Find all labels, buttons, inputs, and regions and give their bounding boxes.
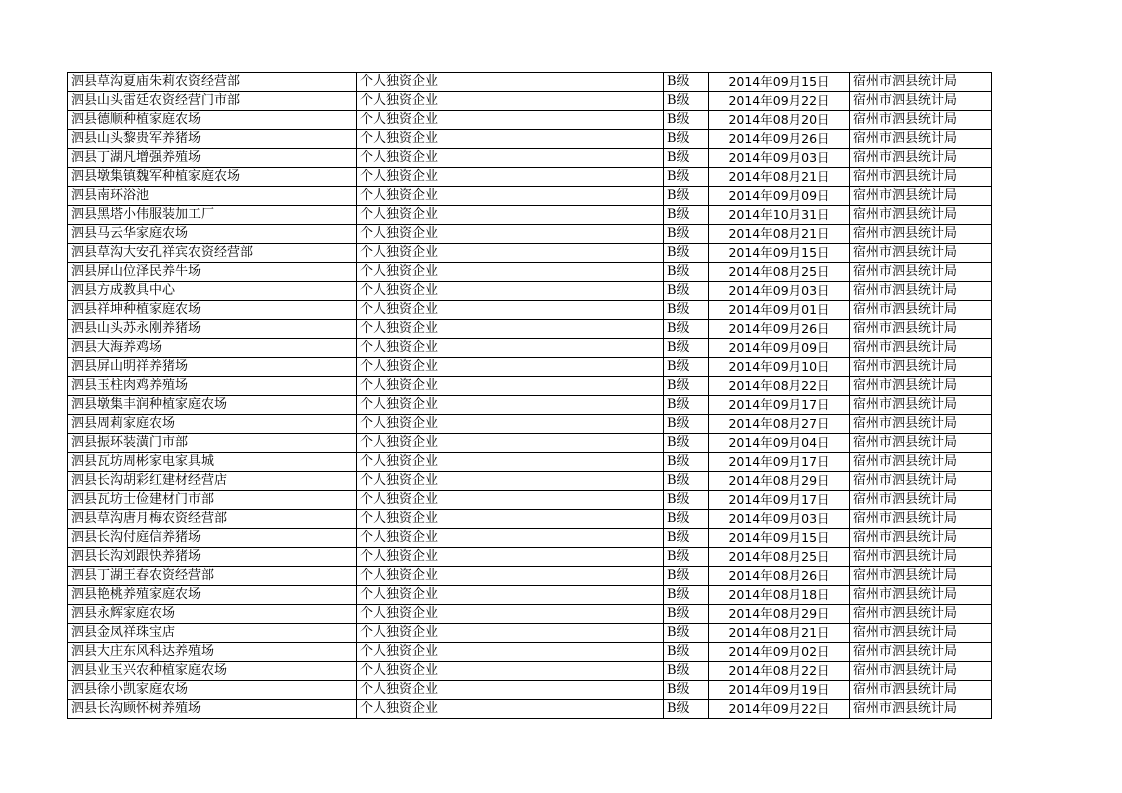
- enterprise-name-cell: 泗县丁湖凡增强养殖场: [68, 149, 357, 168]
- issuing-authority-cell: 宿州市泗县统计局: [850, 73, 992, 92]
- enterprise-name-cell: 泗县山头苏永刚养猪场: [68, 320, 357, 339]
- table-body: [68, 73, 992, 719]
- enterprise-type-cell: 个人独资企业: [357, 130, 664, 149]
- credit-grade-cell: B级: [664, 681, 709, 700]
- enterprise-name-cell: 泗县瓦坊周彬家电家具城: [68, 453, 357, 472]
- enterprise-type-cell: 个人独资企业: [357, 73, 664, 92]
- table-row: [68, 434, 992, 453]
- rating-date-cell: 2014年08月22日: [709, 662, 850, 681]
- enterprise-type-cell: 个人独资企业: [357, 643, 664, 662]
- credit-grade-cell: B级: [664, 244, 709, 263]
- enterprise-type-cell: 个人独资企业: [357, 244, 664, 263]
- issuing-authority-cell: 宿州市泗县统计局: [850, 434, 992, 453]
- enterprise-name-cell: 泗县屏山明祥养猪场: [68, 358, 357, 377]
- table-row: [68, 567, 992, 586]
- rating-date-cell: 2014年08月22日: [709, 377, 850, 396]
- enterprise-type-cell: 个人独资企业: [357, 529, 664, 548]
- credit-grade-cell: B级: [664, 605, 709, 624]
- table-row: [68, 662, 992, 681]
- issuing-authority-cell: 宿州市泗县统计局: [850, 643, 992, 662]
- enterprise-name-cell: 泗县长沟付庭信养猪场: [68, 529, 357, 548]
- credit-grade-cell: B级: [664, 168, 709, 187]
- issuing-authority-cell: 宿州市泗县统计局: [850, 605, 992, 624]
- enterprise-type-cell: 个人独资企业: [357, 510, 664, 529]
- enterprise-type-cell: 个人独资企业: [357, 358, 664, 377]
- table-row: [68, 700, 992, 719]
- issuing-authority-cell: 宿州市泗县统计局: [850, 358, 992, 377]
- table-row: [68, 548, 992, 567]
- rating-date-cell: 2014年09月17日: [709, 453, 850, 472]
- credit-grade-cell: B级: [664, 548, 709, 567]
- enterprise-name-cell: 泗县玉柱肉鸡养殖场: [68, 377, 357, 396]
- enterprise-type-cell: 个人独资企业: [357, 377, 664, 396]
- enterprise-name-cell: 泗县南环浴池: [68, 187, 357, 206]
- issuing-authority-cell: 宿州市泗县统计局: [850, 453, 992, 472]
- issuing-authority-cell: 宿州市泗县统计局: [850, 92, 992, 111]
- enterprise-type-cell: 个人独资企业: [357, 301, 664, 320]
- issuing-authority-cell: 宿州市泗县统计局: [850, 415, 992, 434]
- credit-grade-cell: B级: [664, 358, 709, 377]
- table-row: [68, 396, 992, 415]
- enterprise-type-cell: 个人独资企业: [357, 396, 664, 415]
- table-row: [68, 111, 992, 130]
- issuing-authority-cell: 宿州市泗县统计局: [850, 491, 992, 510]
- table-row: [68, 263, 992, 282]
- rating-date-cell: 2014年08月21日: [709, 225, 850, 244]
- enterprise-name-cell: 泗县大庄东风科达养殖场: [68, 643, 357, 662]
- rating-date-cell: 2014年08月26日: [709, 567, 850, 586]
- enterprise-name-cell: 泗县业玉兴农种植家庭农场: [68, 662, 357, 681]
- enterprise-name-cell: 泗县马云华家庭农场: [68, 225, 357, 244]
- rating-date-cell: 2014年09月17日: [709, 491, 850, 510]
- enterprise-type-cell: 个人独资企业: [357, 111, 664, 130]
- rating-date-cell: 2014年09月09日: [709, 339, 850, 358]
- table-row: [68, 491, 992, 510]
- table-row: [68, 225, 992, 244]
- enterprise-type-cell: 个人独资企业: [357, 586, 664, 605]
- enterprise-name-cell: 泗县山头黎贵军养猪场: [68, 130, 357, 149]
- rating-date-cell: 2014年08月29日: [709, 605, 850, 624]
- enterprise-type-cell: 个人独资企业: [357, 187, 664, 206]
- table-row: [68, 73, 992, 92]
- credit-grade-cell: B级: [664, 282, 709, 301]
- issuing-authority-cell: 宿州市泗县统计局: [850, 510, 992, 529]
- enterprise-type-cell: 个人独资企业: [357, 168, 664, 187]
- rating-date-cell: 2014年09月01日: [709, 301, 850, 320]
- credit-grade-cell: B级: [664, 415, 709, 434]
- enterprise-type-cell: 个人独资企业: [357, 415, 664, 434]
- table-row: [68, 130, 992, 149]
- issuing-authority-cell: 宿州市泗县统计局: [850, 529, 992, 548]
- table-row: [68, 358, 992, 377]
- table-row: [68, 339, 992, 358]
- enterprise-name-cell: 泗县丁湖王春农资经营部: [68, 567, 357, 586]
- table-row: [68, 149, 992, 168]
- credit-grade-cell: B级: [664, 472, 709, 491]
- enterprise-type-cell: 个人独资企业: [357, 320, 664, 339]
- enterprise-name-cell: 泗县墩集丰润种植家庭农场: [68, 396, 357, 415]
- credit-grade-cell: B级: [664, 377, 709, 396]
- credit-grade-cell: B级: [664, 510, 709, 529]
- enterprise-name-cell: 泗县黑塔小伟服装加工厂: [68, 206, 357, 225]
- credit-grade-cell: B级: [664, 187, 709, 206]
- enterprise-name-cell: 泗县祥坤种植家庭农场: [68, 301, 357, 320]
- credit-grade-cell: B级: [664, 453, 709, 472]
- issuing-authority-cell: 宿州市泗县统计局: [850, 225, 992, 244]
- credit-grade-cell: B级: [664, 434, 709, 453]
- enterprise-type-cell: 个人独资企业: [357, 491, 664, 510]
- credit-grade-cell: B级: [664, 624, 709, 643]
- enterprise-name-cell: 泗县草沟唐月梅农资经营部: [68, 510, 357, 529]
- enterprise-name-cell: 泗县大海养鸡场: [68, 339, 357, 358]
- rating-date-cell: 2014年09月15日: [709, 529, 850, 548]
- enterprise-type-cell: 个人独资企业: [357, 624, 664, 643]
- enterprise-type-cell: 个人独资企业: [357, 567, 664, 586]
- rating-date-cell: 2014年08月25日: [709, 263, 850, 282]
- rating-date-cell: 2014年08月25日: [709, 548, 850, 567]
- rating-date-cell: 2014年09月26日: [709, 130, 850, 149]
- issuing-authority-cell: 宿州市泗县统计局: [850, 586, 992, 605]
- table-row: [68, 168, 992, 187]
- enterprise-name-cell: 泗县瓦坊士俭建材门市部: [68, 491, 357, 510]
- enterprise-type-cell: 个人独资企业: [357, 662, 664, 681]
- credit-grade-cell: B级: [664, 339, 709, 358]
- rating-date-cell: 2014年08月18日: [709, 586, 850, 605]
- issuing-authority-cell: 宿州市泗县统计局: [850, 206, 992, 225]
- issuing-authority-cell: 宿州市泗县统计局: [850, 111, 992, 130]
- table-row: [68, 586, 992, 605]
- issuing-authority-cell: 宿州市泗县统计局: [850, 187, 992, 206]
- rating-date-cell: 2014年08月29日: [709, 472, 850, 491]
- issuing-authority-cell: 宿州市泗县统计局: [850, 149, 992, 168]
- rating-date-cell: 2014年09月15日: [709, 73, 850, 92]
- credit-grade-cell: B级: [664, 263, 709, 282]
- table-row: [68, 624, 992, 643]
- table-row: [68, 244, 992, 263]
- table-row: [68, 453, 992, 472]
- enterprise-credit-table: [67, 72, 992, 719]
- issuing-authority-cell: 宿州市泗县统计局: [850, 624, 992, 643]
- credit-grade-cell: B级: [664, 130, 709, 149]
- credit-grade-cell: B级: [664, 92, 709, 111]
- enterprise-name-cell: 泗县艳桃养殖家庭农场: [68, 586, 357, 605]
- rating-date-cell: 2014年09月03日: [709, 510, 850, 529]
- enterprise-name-cell: 泗县金凤祥珠宝店: [68, 624, 357, 643]
- issuing-authority-cell: 宿州市泗县统计局: [850, 168, 992, 187]
- enterprise-type-cell: 个人独资企业: [357, 339, 664, 358]
- issuing-authority-cell: 宿州市泗县统计局: [850, 282, 992, 301]
- issuing-authority-cell: 宿州市泗县统计局: [850, 681, 992, 700]
- table-row: [68, 510, 992, 529]
- enterprise-type-cell: 个人独资企业: [357, 453, 664, 472]
- credit-grade-cell: B级: [664, 567, 709, 586]
- rating-date-cell: 2014年08月21日: [709, 168, 850, 187]
- issuing-authority-cell: 宿州市泗县统计局: [850, 548, 992, 567]
- issuing-authority-cell: 宿州市泗县统计局: [850, 339, 992, 358]
- enterprise-name-cell: 泗县方成教具中心: [68, 282, 357, 301]
- enterprise-name-cell: 泗县山头雷廷农资经营门市部: [68, 92, 357, 111]
- rating-date-cell: 2014年09月17日: [709, 396, 850, 415]
- enterprise-type-cell: 个人独资企业: [357, 700, 664, 719]
- rating-date-cell: 2014年09月02日: [709, 643, 850, 662]
- issuing-authority-cell: 宿州市泗县统计局: [850, 320, 992, 339]
- table-row: [68, 187, 992, 206]
- rating-date-cell: 2014年08月27日: [709, 415, 850, 434]
- credit-grade-cell: B级: [664, 301, 709, 320]
- rating-date-cell: 2014年09月03日: [709, 282, 850, 301]
- credit-grade-cell: B级: [664, 491, 709, 510]
- enterprise-type-cell: 个人独资企业: [357, 282, 664, 301]
- issuing-authority-cell: 宿州市泗县统计局: [850, 567, 992, 586]
- enterprise-name-cell: 泗县永辉家庭农场: [68, 605, 357, 624]
- enterprise-type-cell: 个人独资企业: [357, 149, 664, 168]
- rating-date-cell: 2014年09月22日: [709, 700, 850, 719]
- table-row: [68, 472, 992, 491]
- credit-grade-cell: B级: [664, 320, 709, 339]
- enterprise-name-cell: 泗县振环装潢门市部: [68, 434, 357, 453]
- credit-grade-cell: B级: [664, 662, 709, 681]
- enterprise-name-cell: 泗县长沟刘跟快养猪场: [68, 548, 357, 567]
- enterprise-name-cell: 泗县徐小凯家庭农场: [68, 681, 357, 700]
- credit-grade-cell: B级: [664, 396, 709, 415]
- rating-date-cell: 2014年09月15日: [709, 244, 850, 263]
- table-row: [68, 605, 992, 624]
- enterprise-type-cell: 个人独资企业: [357, 472, 664, 491]
- credit-grade-cell: B级: [664, 225, 709, 244]
- table-row: [68, 377, 992, 396]
- enterprise-name-cell: 泗县周莉家庭农场: [68, 415, 357, 434]
- enterprise-name-cell: 泗县德顺种植家庭农场: [68, 111, 357, 130]
- issuing-authority-cell: 宿州市泗县统计局: [850, 472, 992, 491]
- credit-grade-cell: B级: [664, 73, 709, 92]
- table-row: [68, 301, 992, 320]
- rating-date-cell: 2014年09月10日: [709, 358, 850, 377]
- issuing-authority-cell: 宿州市泗县统计局: [850, 301, 992, 320]
- issuing-authority-cell: 宿州市泗县统计局: [850, 396, 992, 415]
- credit-grade-cell: B级: [664, 586, 709, 605]
- rating-date-cell: 2014年10月31日: [709, 206, 850, 225]
- credit-grade-cell: B级: [664, 529, 709, 548]
- issuing-authority-cell: 宿州市泗县统计局: [850, 662, 992, 681]
- table-row: [68, 681, 992, 700]
- issuing-authority-cell: 宿州市泗县统计局: [850, 377, 992, 396]
- table-row: [68, 282, 992, 301]
- enterprise-name-cell: 泗县草沟夏庙朱莉农资经营部: [68, 73, 357, 92]
- rating-date-cell: 2014年09月19日: [709, 681, 850, 700]
- enterprise-type-cell: 个人独资企业: [357, 434, 664, 453]
- rating-date-cell: 2014年08月20日: [709, 111, 850, 130]
- enterprise-name-cell: 泗县草沟大安孔祥宾农资经营部: [68, 244, 357, 263]
- issuing-authority-cell: 宿州市泗县统计局: [850, 700, 992, 719]
- credit-grade-cell: B级: [664, 206, 709, 225]
- issuing-authority-cell: 宿州市泗县统计局: [850, 263, 992, 282]
- credit-grade-cell: B级: [664, 149, 709, 168]
- rating-date-cell: 2014年09月26日: [709, 320, 850, 339]
- enterprise-type-cell: 个人独资企业: [357, 681, 664, 700]
- issuing-authority-cell: 宿州市泗县统计局: [850, 130, 992, 149]
- credit-grade-cell: B级: [664, 111, 709, 130]
- enterprise-name-cell: 泗县屏山位泽民养牛场: [68, 263, 357, 282]
- rating-date-cell: 2014年09月04日: [709, 434, 850, 453]
- enterprise-type-cell: 个人独资企业: [357, 92, 664, 111]
- table-row: [68, 206, 992, 225]
- table-row: [68, 529, 992, 548]
- rating-date-cell: 2014年09月09日: [709, 187, 850, 206]
- enterprise-type-cell: 个人独资企业: [357, 548, 664, 567]
- table-row: [68, 92, 992, 111]
- rating-date-cell: 2014年09月03日: [709, 149, 850, 168]
- enterprise-type-cell: 个人独资企业: [357, 605, 664, 624]
- rating-date-cell: 2014年09月22日: [709, 92, 850, 111]
- table-row: [68, 415, 992, 434]
- enterprise-name-cell: 泗县长沟胡彩红建材经营店: [68, 472, 357, 491]
- table-row: [68, 320, 992, 339]
- issuing-authority-cell: 宿州市泗县统计局: [850, 244, 992, 263]
- enterprise-type-cell: 个人独资企业: [357, 225, 664, 244]
- rating-date-cell: 2014年08月21日: [709, 624, 850, 643]
- enterprise-type-cell: 个人独资企业: [357, 263, 664, 282]
- enterprise-name-cell: 泗县墩集镇魏军种植家庭农场: [68, 168, 357, 187]
- credit-grade-cell: B级: [664, 643, 709, 662]
- table-row: [68, 643, 992, 662]
- enterprise-type-cell: 个人独资企业: [357, 206, 664, 225]
- credit-grade-cell: B级: [664, 700, 709, 719]
- enterprise-name-cell: 泗县长沟顾怀树养殖场: [68, 700, 357, 719]
